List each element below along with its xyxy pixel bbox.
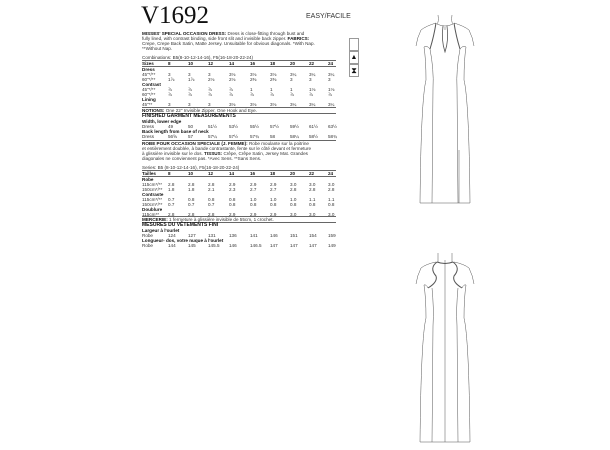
table-cell: 0.8 (208, 196, 215, 202)
row-label: Contraste (142, 191, 164, 197)
table-cell: ⅞ (208, 86, 212, 92)
table-cell: 2.7 (250, 186, 257, 192)
table-cell: 154 (309, 233, 317, 239)
table-cell: 22 (309, 61, 315, 66)
table-cell: 63½ (328, 124, 337, 130)
table-cell: 3.0 (328, 212, 335, 218)
french-description-line: et entièrement doublée, à bande contrastante, fente sur le côté devant et fermeture (142, 146, 312, 151)
table-cell: 3 (188, 102, 191, 108)
table-cell: 2.8 (290, 186, 297, 192)
table-cell: ⅞ (328, 92, 332, 97)
table-cell: 3⅛ (270, 71, 277, 77)
table-cell: 49 (168, 124, 174, 130)
row-label: 45"*/** (142, 86, 156, 92)
table-cell: 0.8 (229, 202, 236, 207)
table-cell: 0.8 (309, 202, 316, 207)
table-cell: 3.0 (309, 212, 316, 218)
row-label: Dress (142, 134, 154, 140)
table-cell: 127 (188, 233, 196, 239)
table-cell: 57 (188, 134, 194, 140)
table-cell: ⅞ (208, 92, 212, 97)
row-label: Tailles (142, 171, 156, 176)
table-cell: 2.9 (229, 181, 236, 187)
mesures-title: MESURES DU VÊTEMENTS FINI (142, 221, 219, 228)
table-cell: 145 (188, 243, 196, 249)
table-cell: 2.8 (168, 212, 175, 218)
table-cell: 1 (250, 86, 253, 92)
table-cell: 57¾ (250, 134, 259, 140)
table-cell: 2.7 (270, 186, 277, 192)
table-cell: ⅞ (250, 92, 254, 97)
row-label: Width, lower edge (142, 119, 182, 124)
table-cell: 8 (168, 61, 171, 66)
table-cell: 2⅛ (229, 76, 236, 82)
row-label: Robe (142, 233, 153, 239)
table-cell: 1.1 (309, 196, 316, 202)
table-cell: 3¼ (328, 102, 335, 108)
table-cell: 1.0 (290, 196, 297, 202)
table-cell: ⅞ (290, 92, 294, 97)
series: Series: B5 (8-10-12-14-16), F5(16-18-20-22-24) (142, 165, 240, 170)
table-cell: 131 (208, 233, 216, 239)
table-cell: 149 (328, 243, 336, 249)
table-cell: 141 (250, 233, 258, 239)
table-cell: 1.0 (250, 196, 257, 202)
table-cell: 2.8 (188, 181, 195, 187)
table-cell: 3¼ (290, 71, 297, 77)
table-cell: 0.8 (328, 202, 335, 207)
table-cell: 0.8 (188, 196, 195, 202)
row-label: Robe (142, 176, 154, 182)
table-cell: 1⅛ (328, 86, 335, 92)
table-cell: 3⅛ (250, 102, 257, 108)
table-cell: 53½ (229, 124, 238, 130)
row-label: Robe (142, 243, 153, 249)
table-cell: 151 (290, 233, 298, 239)
table-cell: ⅞ (229, 92, 233, 97)
table-cell: 2⅜ (270, 76, 277, 82)
table-cell: 16 (250, 61, 256, 66)
table-cell: 0.8 (270, 202, 277, 207)
table-cell: 18 (270, 61, 276, 66)
table-cell: 2.9 (250, 181, 257, 187)
row-label: 150cm*/** (142, 186, 163, 192)
table-cell: 57½ (229, 134, 238, 140)
table-cell: 3.0 (290, 212, 297, 218)
table-cell: 24 (328, 171, 334, 176)
table-cell: 3 (208, 102, 211, 108)
row-label: 115cm** (142, 212, 160, 218)
table-cell: 1⅞ (168, 76, 175, 82)
french-description-line: ROBE POUR OCCASION SPECIALE (J. FEMME): Robe moulante sur la poitrine (142, 141, 309, 146)
row-label: Longueur- dos, votre nuque à l'ourlet (142, 238, 224, 244)
table-cell: 0.7 (168, 202, 175, 207)
table-cell: 58¾ (328, 134, 337, 140)
table-cell: 2.1 (208, 186, 215, 192)
row-label: 60"*/** (142, 92, 156, 97)
table-cell: 8 (168, 171, 171, 176)
row-label: Sizes (142, 61, 154, 66)
table-cell: 3⅛ (229, 71, 236, 77)
table-cell: 20 (290, 171, 296, 176)
hourglass-icon: ⧗ (349, 64, 359, 77)
table-cell: 146 (270, 233, 278, 239)
table-cell: 2.9 (270, 181, 277, 187)
table-cell: 3¼ (309, 71, 316, 77)
table-cell: 159 (328, 233, 336, 239)
table-cell: 3.0 (290, 181, 297, 187)
table-cell: 51½ (208, 124, 217, 130)
table-cell: 1 (290, 86, 293, 92)
row-label: 115cm*/** (142, 181, 163, 187)
row-label: Largeur à l'ourlet (142, 228, 180, 233)
table-cell: ⅞ (188, 92, 192, 97)
table-cell: 136 (229, 233, 237, 239)
table-cell: 2.8 (168, 181, 175, 187)
table-cell: 56⅝ (168, 134, 177, 140)
table-cell: 146.5 (250, 243, 262, 249)
row-label: 45"*/** (142, 71, 156, 77)
table-cell: 3 (168, 71, 171, 77)
table-cell: 58½ (309, 134, 318, 140)
row-label: Dress (142, 124, 154, 130)
table-cell: 0.8 (290, 202, 297, 207)
table-cell: 1.0 (270, 196, 277, 202)
table-cell: 2.8 (208, 212, 215, 218)
row-label: 150cm*/** (142, 202, 163, 207)
row-label: Contrast (142, 81, 161, 87)
description-line: fully lined, with contrast binding, side front slit and invisible back zipper. FABRICS: (142, 36, 310, 41)
row-label: 45"** (142, 102, 153, 108)
description-line: **Without Nap. (142, 46, 173, 51)
table-cell: 2⅛ (208, 76, 215, 82)
table-cell: 1⅞ (188, 76, 195, 82)
table-cell: 3 (309, 76, 312, 82)
table-cell: 24 (328, 61, 334, 66)
table-cell: 12 (208, 61, 214, 66)
table-cell: ⅞ (270, 92, 274, 97)
table-cell: 57½ (270, 124, 279, 130)
table-cell: 2.9 (270, 212, 277, 218)
mercerie: MERCERIE: 1 fermeture à glissière invisible de 55cm, 1 crochet. (142, 216, 274, 222)
french-description-line: à glissière invisible sur le dos. TISSUS: Crêpe, Crêpe Satin, Jersey Mat. Grandes (142, 151, 308, 156)
table-cell: 3 (290, 76, 293, 82)
table-cell: 147 (290, 243, 298, 249)
table-cell: 58 (270, 134, 276, 140)
table-cell: 144 (168, 243, 176, 249)
table-cell: 1.8 (188, 186, 195, 192)
table-cell: 16 (250, 171, 256, 176)
row-label: Dress (142, 66, 155, 72)
table-cell: 2.8 (208, 181, 215, 187)
table-cell: ⅞ (188, 86, 192, 92)
table-cell: 3 (208, 71, 211, 77)
table-cell: 1.1 (328, 196, 335, 202)
table-cell: 20 (290, 61, 296, 66)
table-cell: 1 (270, 86, 273, 92)
table-cell: 3.0 (328, 181, 335, 187)
table-cell: 2⅜ (250, 76, 257, 82)
table-cell: 145.5 (208, 243, 220, 249)
table-cell: 3⅛ (229, 102, 236, 108)
table-cell: 55½ (250, 124, 259, 130)
front-dress-sketch (416, 15, 474, 203)
combinations: Combinations: B5(8-10-12-14-16), F5(16-18-20-22-24) (142, 55, 254, 60)
table-cell: 14 (229, 61, 235, 66)
row-label: Back length from base of neck (142, 129, 209, 135)
table-cell: ⅞ (309, 92, 313, 97)
table-cell: 3 (188, 71, 191, 77)
table-cell: 3⅛ (250, 71, 257, 77)
table-cell: 10 (188, 61, 194, 66)
table-cell: 3 (168, 102, 171, 108)
table-cell: 2.9 (229, 212, 236, 218)
table-cell: 2.3 (229, 186, 236, 192)
french-description-line: diagonales ne conviennent pas. *Avec Sens. **Sans Sens. (142, 156, 262, 161)
table-cell: 50 (188, 124, 194, 130)
table-cell: 18 (270, 171, 276, 176)
finished-measurements-title: FINISHED GARMENT MEASUREMENTS (142, 112, 236, 119)
table-cell: 58¼ (290, 134, 299, 140)
table-cell: 2.8 (188, 212, 195, 218)
table-cell: 0.8 (229, 196, 236, 202)
table-cell: 61½ (309, 124, 318, 130)
difficulty-label: EASY/FACILE (306, 13, 351, 20)
table-cell: ⅞ (229, 86, 233, 92)
table-cell: 2.8 (309, 186, 316, 192)
table-cell: 0.7 (208, 202, 215, 207)
table-cell: 12 (208, 171, 214, 176)
table-cell: 3⅛ (270, 102, 277, 108)
table-cell: 1⅛ (309, 86, 316, 92)
table-cell: 3¼ (309, 102, 316, 108)
table-cell: 3¼ (290, 102, 297, 108)
table-cell: ⅞ (168, 86, 172, 92)
pattern-number: V1692 (141, 2, 210, 29)
table-cell: 0.8 (250, 202, 257, 207)
back-dress-sketch (416, 253, 474, 442)
row-label: 115cm*/** (142, 196, 163, 202)
row-label: Lining (142, 97, 156, 103)
table-cell: 57¼ (208, 134, 217, 140)
table-cell: 3¼ (328, 71, 335, 77)
table-cell: 2.8 (328, 186, 335, 192)
table-cell: ⅞ (168, 92, 172, 97)
table-cell: 3 (328, 76, 331, 82)
table-cell: 0.7 (168, 196, 175, 202)
table-cell: 147 (270, 243, 278, 249)
description-line: MISSES' SPECIAL OCCASION DRESS: Dress is close-fitting through bust and (142, 31, 305, 36)
table-cell: 14 (229, 171, 235, 176)
table-cell: 10 (188, 171, 194, 176)
table-cell: 2.9 (250, 212, 257, 218)
row-label: 60"*/** (142, 76, 156, 82)
table-cell: 146 (229, 243, 237, 249)
table-cell: 59½ (290, 124, 299, 130)
row-label: Doublure (142, 207, 163, 213)
notions: NOTIONS: One 22" Invisible Zipper, One Hook and Eye. (142, 107, 258, 113)
description-line: Crepe, Crepe Back Satin, Matte Jersey. Unsuitable for obvious diagonals. *With Nap. (142, 41, 315, 46)
table-cell: 147 (309, 243, 317, 249)
table-cell: 1.8 (168, 186, 175, 192)
table-cell: 124 (168, 233, 176, 239)
triangle-icon: ▲ (349, 51, 359, 64)
table-cell: 22 (309, 171, 315, 176)
table-cell: 0.7 (188, 202, 195, 207)
table-cell: 3.0 (309, 181, 316, 187)
